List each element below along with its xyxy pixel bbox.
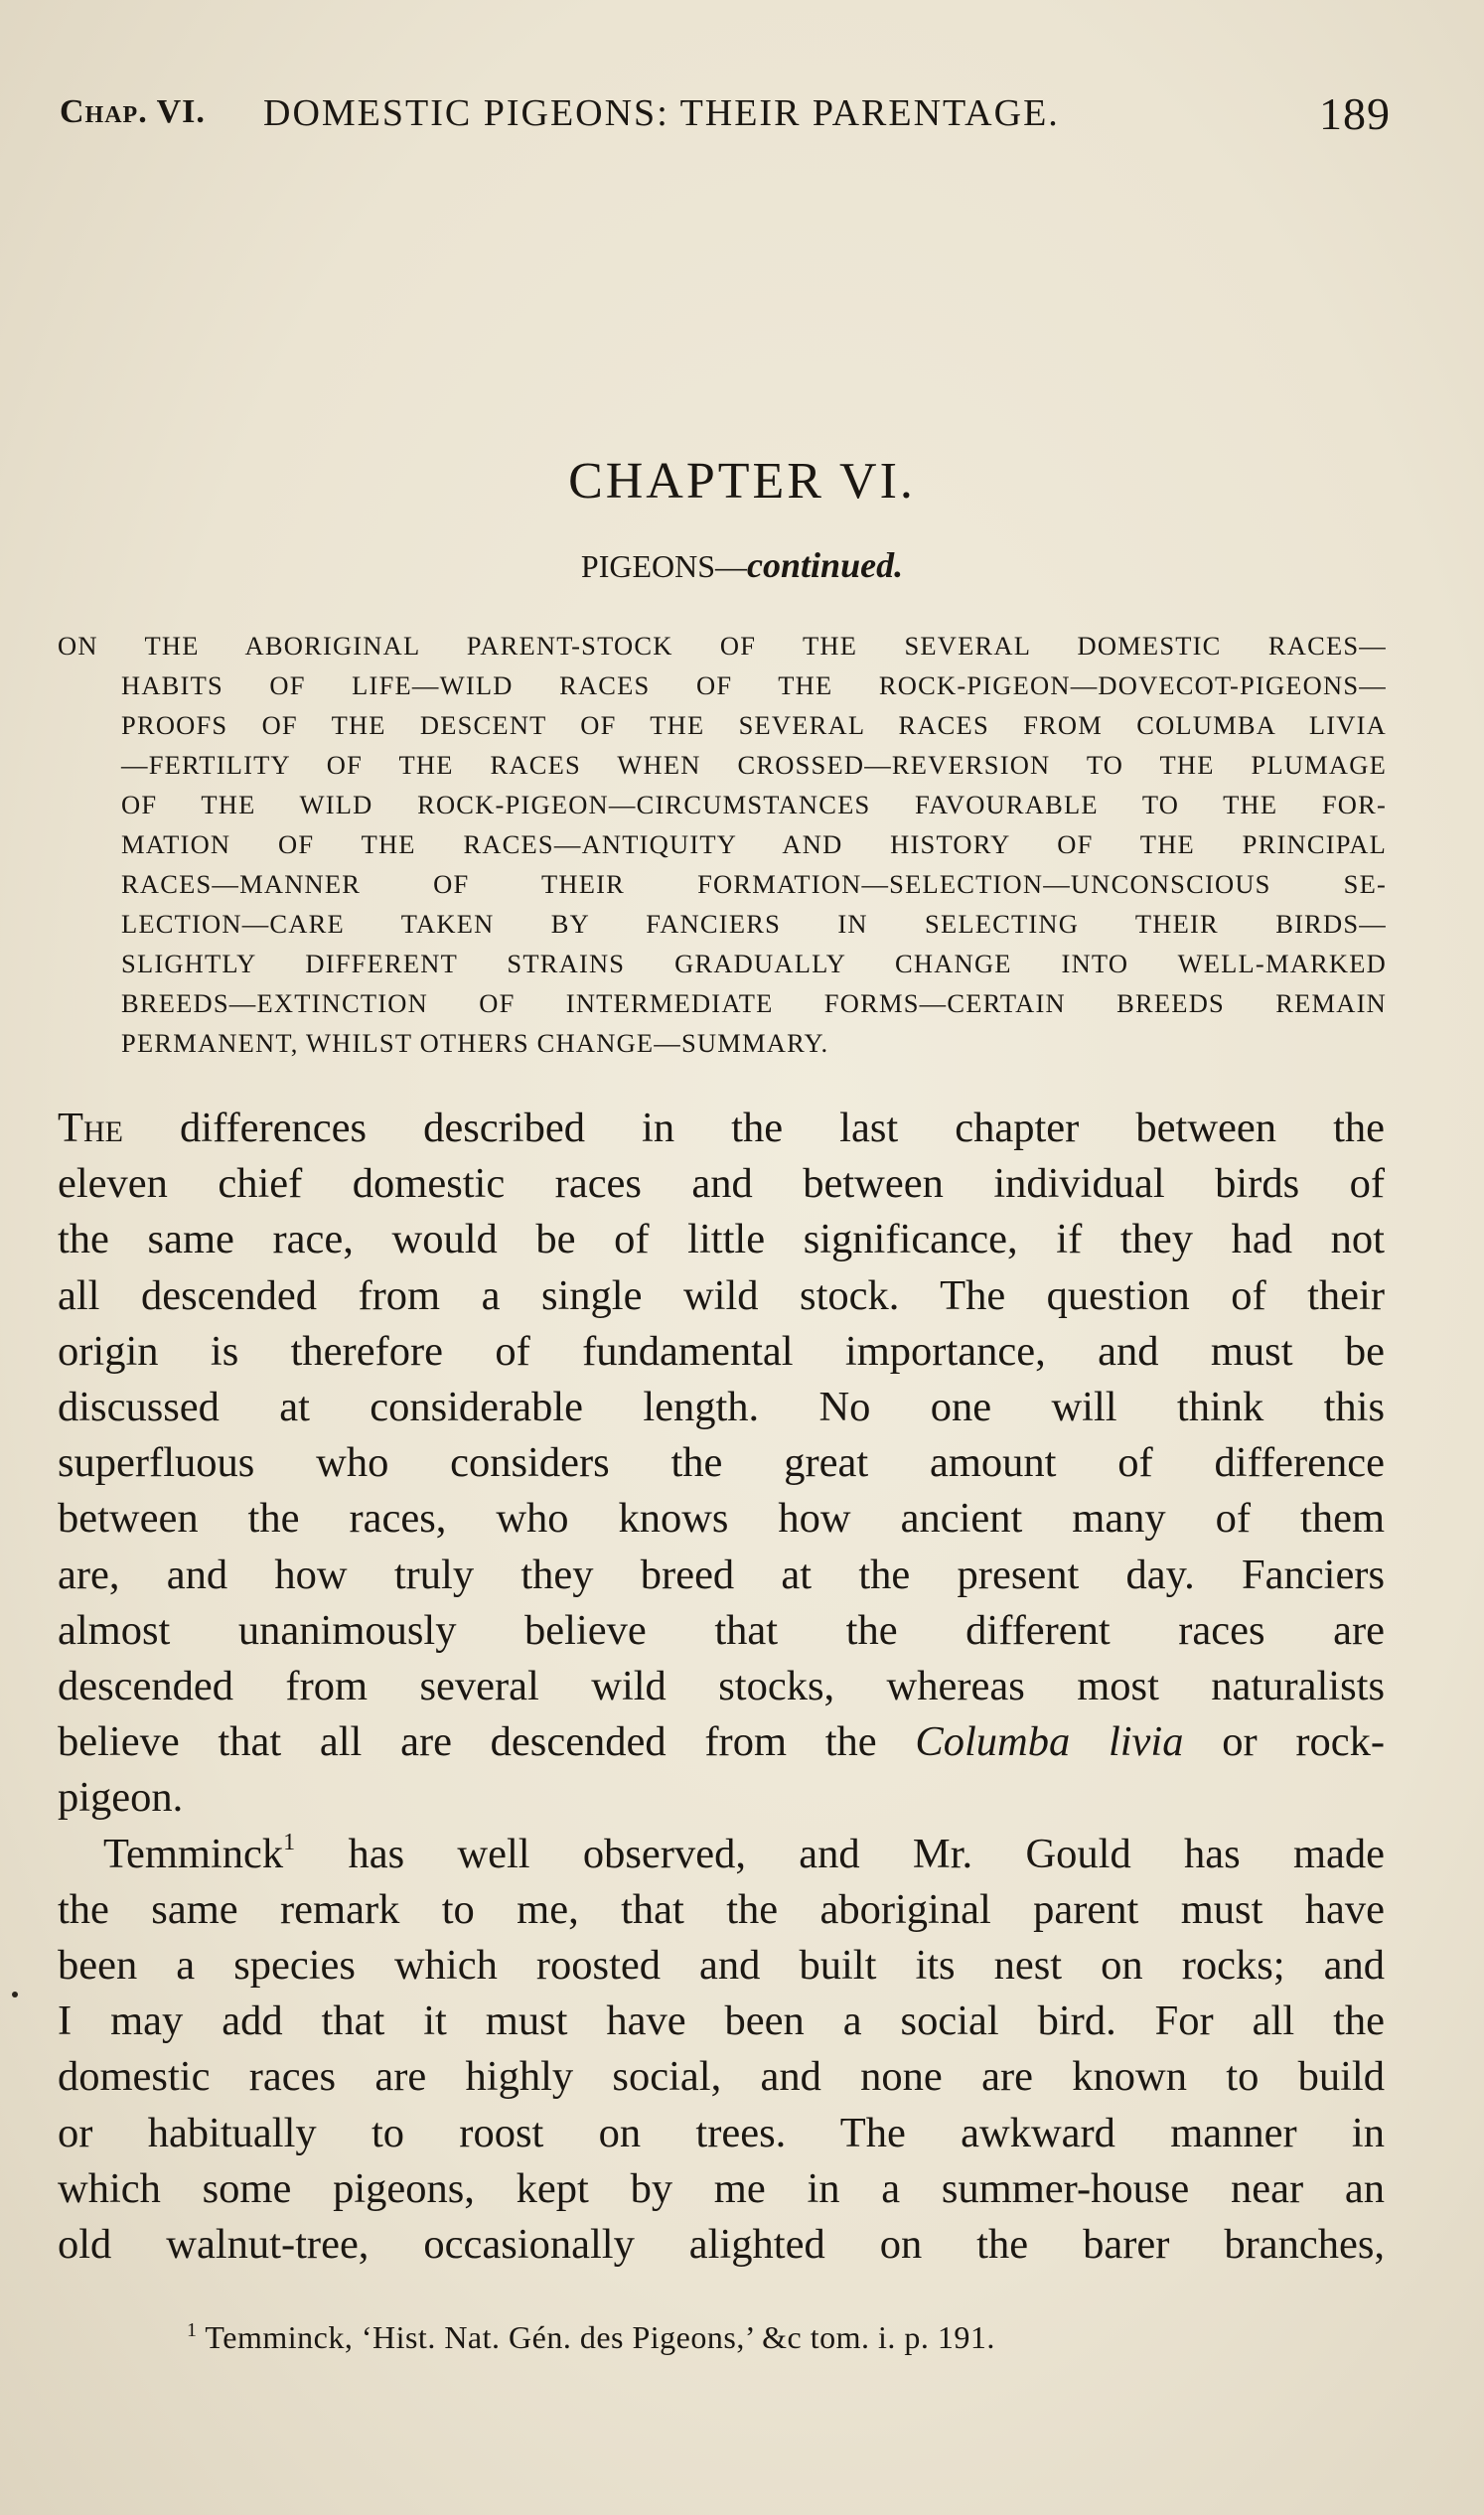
footnote <box>187 2319 995 2356</box>
paragraph-1-initial-word: The <box>58 1105 123 1151</box>
footnote-marker: 1 <box>187 2319 198 2341</box>
body-text <box>58 1101 1385 2273</box>
paragraph-1-line: all descended from a single wild stock. The question of their <box>58 1271 1385 1319</box>
chapter-subtitle-plain: PIGEONS— <box>580 548 748 584</box>
running-head <box>60 87 1391 143</box>
chapter-subtitle-italic: continued. <box>747 545 904 585</box>
synopsis-line: PROOFS OF THE DESCENT OF THE SEVERAL RACES FROM COLUMBA LIVIA <box>121 710 1387 740</box>
paragraph-2-line-1-rest: has well observed, and Mr. Gould has made <box>295 1830 1385 1877</box>
page-number: 189 <box>1319 88 1391 139</box>
synopsis-line: HABITS OF LIFE—WILD RACES OF THE ROCK-PIGEON—DOVECOT-PIGEONS— <box>121 670 1387 700</box>
running-head-title: DOMESTIC PIGEONS: THEIR PARENTAGE. <box>263 92 1060 134</box>
paragraph-2-first-word: Temminck <box>103 1830 284 1877</box>
chapter-title: CHAPTER VI. <box>568 453 916 510</box>
paragraph-1-line-12-before: believe that all are descended from the <box>58 1718 916 1766</box>
running-head-chapter: Chap. VI. <box>60 93 206 130</box>
paragraph-1-line: are, and how truly they breed at the present day. Fanciers <box>58 1551 1385 1598</box>
paragraph-1-line-12-after: or rock- <box>1183 1718 1385 1766</box>
chapter-synopsis <box>58 626 1387 1063</box>
synopsis-line: RACES—MANNER OF THEIR FORMATION—SELECTION—UNCONSCIOUS SE- <box>121 869 1387 899</box>
paragraph-2-line: I may add that it must have been a social bird. For all the <box>58 1997 1385 2045</box>
synopsis-line: SLIGHTLY DIFFERENT STRAINS GRADUALLY CHANGE INTO WELL-MARKED <box>121 949 1387 978</box>
paragraph-1-line <box>58 1714 1385 1770</box>
synopsis-line: —FERTILITY OF THE RACES WHEN CROSSED—REVERSION TO THE PLUMAGE <box>121 750 1387 780</box>
synopsis-line: ON THE ABORIGINAL PARENT-STOCK OF THE SEVERAL DOMESTIC RACES— <box>58 631 1387 661</box>
paragraph-1-line: eleven chief domestic races and between individual birds of <box>58 1160 1385 1208</box>
paragraph-1-line: between the races, who knows how ancient many of them <box>58 1495 1385 1543</box>
synopsis-line: BREEDS—EXTINCTION OF INTERMEDIATE FORMS—CERTAIN BREEDS REMAIN <box>121 988 1387 1018</box>
paragraph-1-line-1-rest: differences described in the last chapter between the <box>122 1105 1385 1151</box>
paragraph-2-line: old walnut-tree, occasionally alighted on the barer branches, <box>58 2221 1385 2269</box>
paragraph-1-line: origin is therefore of fundamental importance, and must be <box>58 1327 1385 1375</box>
paragraph-2-line: domestic races are highly social, and none are known to build <box>58 2053 1385 2101</box>
species-name-italic: Columba livia <box>915 1718 1184 1766</box>
paragraph-2-line: or habitually to roost on trees. The awkward manner in <box>58 2109 1385 2156</box>
paragraph-2-line <box>58 1827 1385 1882</box>
synopsis-line: LECTION—CARE TAKEN BY FANCIERS IN SELECTING THEIR BIRDS— <box>121 909 1387 939</box>
footnote-reference[interactable]: 1 <box>283 1829 296 1855</box>
paragraph-1-line: superfluous who considers the great amount of difference <box>58 1439 1385 1487</box>
chapter-subtitle <box>0 544 1484 586</box>
footnote-text: Temminck, ‘Hist. Nat. Gén. des Pigeons,’ &c tom. i. p. 191. <box>205 2319 995 2355</box>
paragraph-1-line: the same race, would be of little significance, if they had not <box>58 1216 1385 1263</box>
synopsis-line: PERMANENT, WHILST OTHERS CHANGE—SUMMARY. <box>121 1028 829 1058</box>
paragraph-1-line: almost unanimously believe that the different races are <box>58 1606 1385 1654</box>
paragraph-1-last-line: pigeon. <box>58 1774 184 1822</box>
synopsis-line: OF THE WILD ROCK-PIGEON—CIRCUMSTANCES FAVOURABLE TO THE FOR- <box>121 790 1387 819</box>
paragraph-2-line: been a species which roosted and built its nest on rocks; and <box>58 1942 1385 1990</box>
paragraph-1-line <box>58 1101 1385 1156</box>
synopsis-line: MATION OF THE RACES—ANTIQUITY AND HISTORY OF THE PRINCIPAL <box>121 829 1387 859</box>
paragraph-2-line: the same remark to me, that the aboriginal parent must have <box>58 1885 1385 1933</box>
ink-speck <box>12 1992 18 1997</box>
paragraph-1-line: descended from several wild stocks, whereas most naturalists <box>58 1663 1385 1710</box>
paragraph-2-line: which some pigeons, kept by me in a summer-house near an <box>58 2164 1385 2212</box>
paragraph-1-line: discussed at considerable length. No one will think this <box>58 1384 1385 1431</box>
